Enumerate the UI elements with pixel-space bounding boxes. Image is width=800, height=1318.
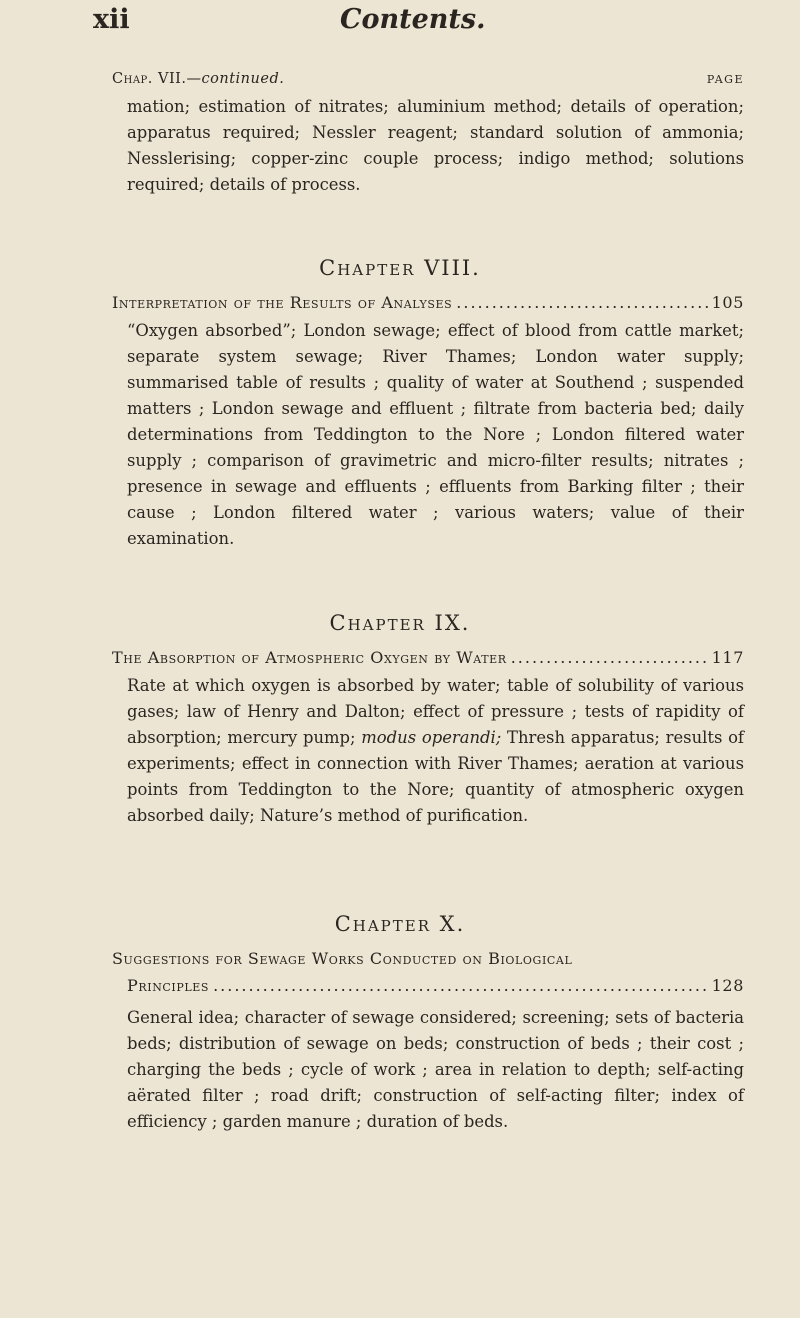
chapter-ix-page: 117 [711,648,744,667]
chapter-viii-page: 105 [711,293,744,312]
leader-dots [456,293,707,312]
chapter-x-summary: General idea; character of sewage considered; screening; sets of bacteria beds; distribution of sewage on beds; construction of beds ; their cost ; charging the beds ; cycle of work ; area in relation to depth; self-acting aërated filter ; road drift; construction of self-acting filter; index of efficiency ; garden manure ; duration of beds. [127,1008,744,1131]
chapter-x-title-line2: Principles [127,976,210,995]
continuation-line [112,71,744,87]
chapter-label: Chap. VII. [112,71,187,87]
page-column-label: PAGE [706,73,744,86]
chapter-ix-title: The Absorption of Atmospheric Oxygen by Water [112,648,507,667]
continued-label: —continued. [186,71,285,87]
chapter-ix-summary-part2: Thresh apparatus; results of experiments; effect in connection with River Thames; aeration at various points from Teddington to the Nore; quantity of atmospheric oxygen absorbed daily; Nature’s method of purification. [127,728,745,825]
chapter-x-title-line1: Suggestions for Sewage Works Conducted on Biological [112,949,573,968]
chapter-viii-title: Interpretation of the Results of Analyses [112,293,453,312]
chapter-x-heading: Chapter X. [334,912,466,936]
chapter-ix-summary-italic: modus operandi; [361,728,502,747]
chapter-ix-summary [127,673,744,829]
running-title: Contents. [340,4,486,35]
chapter-viii-summary: “Oxygen absorbed”; London sewage; effect of blood from cattle market; separate system sewage; River Thames; London water supply; summarised table of results ; quality of water at Southend ; suspended matters ; London sewage and effluent ; filtrate from bacteria bed; daily determinations from Teddington to the Nore ; London filtered water supply ; comparison of gravimetric and micro-filter results; nitrates ; presence in sewage and effluents ; effluents from Barking filter ; their cause ; London filtered water ; various waters; value of their examination. [127,321,744,548]
chapter-x-title-row2 [112,972,744,999]
chapter-ix-summary-part1: Rate at which oxygen is absorbed by water; table of solubility of various gases; law of Henry and Dalton; effect of pressure ; tests of rapidity of absorption; mercury pump; [127,676,744,747]
chapter-ix-title-row [112,648,744,667]
chapter-vii-summary: mation; estimation of nitrates; aluminium method; details of operation; apparatus required; Nessler reagent; standard solution of ammonia; Nesslerising; copper-zinc couple process; indigo method; solutions required; details of process. [127,97,744,194]
chapter-x-title-block [112,945,744,999]
chapter-ix-heading: Chapter IX. [329,611,471,635]
page-folio: xii [93,4,130,35]
chapter-viii-title-row [112,293,744,312]
chapter-x-page: 128 [711,976,744,995]
leader-dots [511,648,708,667]
page-header [0,4,800,44]
chapter-viii-heading: Chapter VIII. [319,256,481,280]
leader-dots [213,972,708,999]
